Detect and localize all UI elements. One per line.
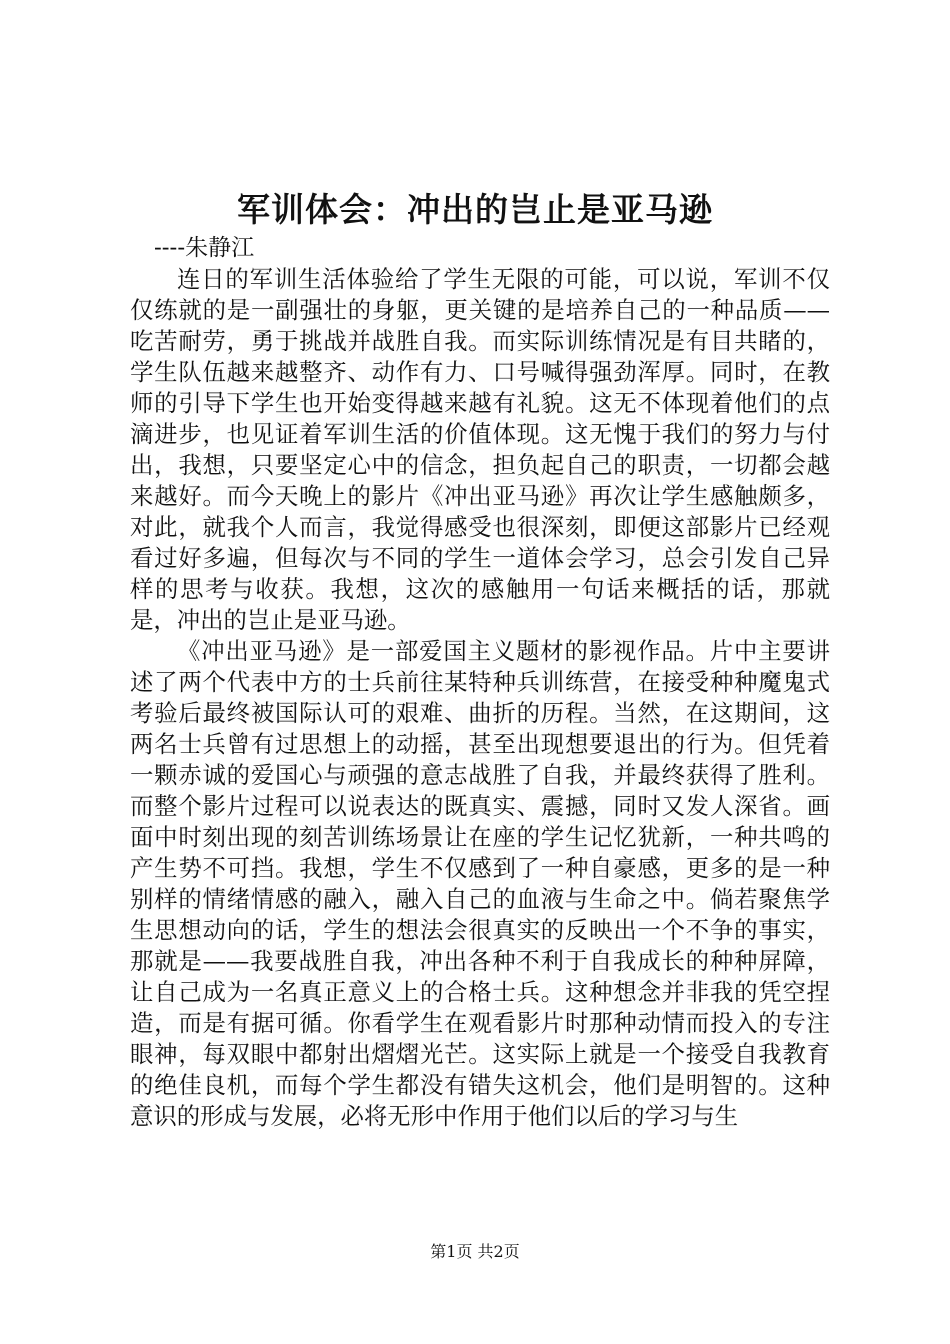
- author-line: ----朱静江: [154, 235, 255, 261]
- paragraph-1: 连日的军训生活体验给了学生无限的可能，可以说，军训不仅仅练就的是一副强壮的身躯，更关键的是培养自己的一种品质——吃苦耐劳，勇于挑战并战胜自我。而实际训练情况是有目共睹的，学生队伍越来越整齐、动作有力、口号喊得强劲浑厚。同时，在教师的引导下学生也开始变得越来越有礼貌。这无不体现着他们的点滴进步，也见证着军训生活的价值体现。这无愧于我们的努力与付出，我想，只要坚定心中的信念，担负起自己的职责，一切都会越来越好。而今天晚上的影片《冲出亚马逊》再次让学生感触颇多，对此，就我个人而言，我觉得感受也很深刻，即便这部影片已经观看过好多遍，但每次与不同的学生一道体会学习，总会引发自己异样的思考与收获。我想，这次的感触用一句话来概括的话，那就是，冲出的岂止是亚马逊。: [130, 265, 830, 634]
- page-number-footer: 第1页 共2页: [430, 1242, 520, 1261]
- document-body: [130, 264, 830, 1132]
- document-title: 军训体会：冲出的岂止是亚马逊: [237, 190, 713, 229]
- paragraph-2: 《冲出亚马逊》是一部爱国主义题材的影视作品。片中主要讲述了两个代表中方的士兵前往某特种兵训练营，在接受种种魔鬼式考验后最终被国际认可的艰难、曲折的历程。当然，在这期间，这两名士兵曾有过思想上的动摇，甚至出现想要退出的行为。但凭着一颗赤诚的爱国心与顽强的意志战胜了自我，并最终获得了胜利。而整个影片过程可以说表达的既真实、震撼，同时又发人深省。画面中时刻出现的刻苦训练场景让在座的学生记忆犹新，一种共鸣的产生势不可挡。我想，学生不仅感到了一种自豪感，更多的是一种别样的情绪情感的融入，融入自己的血液与生命之中。倘若聚焦学生思想动向的话，学生的想法会很真实的反映出一个不争的事实，那就是——我要战胜自我，冲出各种不利于自我成长的种种屏障，让自己成为一名真正意义上的合格士兵。这种想念并非我的凭空捏造，而是有据可循。你看学生在观看影片时那种动情而投入的专注眼神，每双眼中都射出熠熠光芒。这实际上就是一个接受自我教育的绝佳良机，而每个学生都没有错失这机会，他们是明智的。这种意识的形成与发展，必将无形中作用于他们以后的学习与生: [130, 637, 830, 1130]
